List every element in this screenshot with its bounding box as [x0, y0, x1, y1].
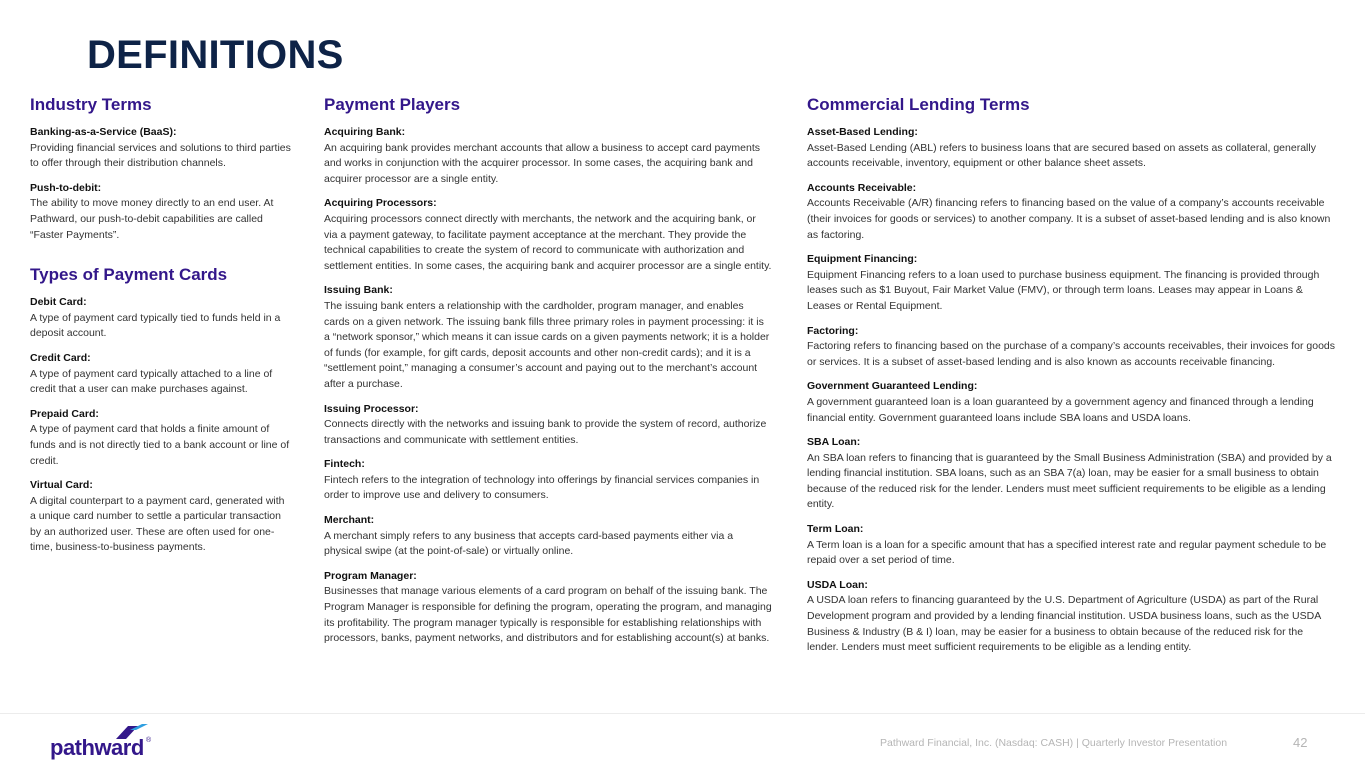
- term-definition: Accounts Receivable (A/R) financing refers to financing based on the value of a company’s accounts receivable (their invoices for goods or services) to another company. It is a subset of asset-based lending and is also known as factoring.: [807, 197, 1331, 241]
- term-name: Acquiring Processors:: [324, 197, 437, 210]
- footer-divider: [0, 713, 1365, 714]
- commercial-lending-heading: Commercial Lending Terms: [807, 95, 1030, 114]
- term-name: Issuing Processor:: [324, 402, 419, 415]
- term-definition: Providing financial services and solutions to third parties to offer through their distribution channels.: [30, 141, 291, 170]
- term-item: [324, 569, 772, 647]
- logo-registered-mark: ®: [146, 737, 152, 744]
- payment-cards-heading: Types of Payment Cards: [30, 265, 228, 285]
- term-name: Debit Card:: [30, 296, 87, 309]
- term-item: [807, 324, 1337, 371]
- column-right: [807, 95, 1337, 665]
- term-name: USDA Loan:: [807, 578, 868, 591]
- term-item: [807, 578, 1337, 656]
- term-definition: A type of payment card that holds a finite amount of funds and is not directly tied to a bank account or line of credit.: [30, 423, 290, 467]
- term-definition: Acquiring processors connect directly with merchants, the network and the acquiring bank, or via a payment gateway, to facilitate payment acceptance at the merchant. They provide the technical capabilities to create the system of record to communicate with authorization and settlement entities. In some cases, the acquiring bank and acquirer processor are a single entity.: [324, 212, 772, 272]
- payment-players-heading: Payment Players: [324, 95, 461, 114]
- term-item: [807, 435, 1337, 513]
- term-definition: A merchant simply refers to any business that accepts card-based payments either via a physical swipe (at the point-of-sale) or virtually online.: [324, 529, 734, 558]
- term-name: Banking-as-a-Service (BaaS):: [30, 126, 177, 138]
- term-item: [324, 513, 772, 560]
- term-item: [324, 457, 772, 504]
- term-item: [807, 125, 1337, 172]
- term-name: Credit Card:: [30, 351, 91, 364]
- page-number: 42: [1293, 735, 1308, 750]
- term-definition: Equipment Financing refers to a loan used to purchase business equipment. The financing is provided through leases such as $1 Buyout, Fair Market Value (FMV), or through term loans. Leases may appear in Loans & Leases or Rental Equipment.: [807, 268, 1320, 312]
- term-item: [807, 522, 1337, 569]
- term-item: [324, 125, 772, 187]
- term-definition: An SBA loan refers to financing that is guaranteed by the Small Business Administration (SBA) and provided by a lending financial institution. SBA loans, such as an SBA 7(a) loan, may be easier for a small business to obtain because of the reduced risk for the lender. Lenders must meet sufficient requirements to be eligible as a lending entity.: [807, 451, 1332, 511]
- term-name: Accounts Receivable:: [807, 181, 917, 194]
- term-item: [324, 283, 772, 392]
- term-item: [30, 295, 292, 342]
- page-title: DEFINITIONS: [87, 33, 344, 77]
- industry-terms-heading: Industry Terms: [30, 95, 152, 114]
- term-item: [807, 181, 1337, 243]
- term-definition: Businesses that manage various elements of a card program on behalf of the issuing bank. The Program Manager is responsible for defining the program, operating the program, and managing its profitability. The program manager typically is responsible for establishing relationships with processors, banks, payment networks, and distributors and for establishing account(s) at banks.: [324, 585, 772, 645]
- term-item: [30, 125, 292, 172]
- term-definition: A Term loan is a loan for a specific amount that has a specified interest rate and regular payment schedule to be repaid over a set period of time.: [807, 538, 1327, 567]
- column-left: [30, 95, 292, 565]
- column-middle: [324, 95, 772, 656]
- term-name: Merchant:: [324, 514, 375, 527]
- term-name: Issuing Bank:: [324, 284, 393, 297]
- term-item: [324, 196, 772, 274]
- term-name: Asset-Based Lending:: [807, 126, 918, 138]
- term-item: [807, 379, 1337, 426]
- term-definition: Fintech refers to the integration of technology into offerings by financial services companies in order to improve use and delivery to consumers.: [324, 473, 760, 502]
- term-definition: A government guaranteed loan is a loan guaranteed by a government agency and financed through a lending financial entity. Government guaranteed loans include SBA loans and USDA loans.: [807, 395, 1314, 424]
- footer-caption: Pathward Financial, Inc. (Nasdaq: CASH) | Quarterly Investor Presentation: [880, 737, 1228, 749]
- term-name: Factoring:: [807, 324, 859, 337]
- term-name: Term Loan:: [807, 523, 864, 536]
- term-definition: A type of payment card typically tied to funds held in a deposit account.: [30, 311, 281, 340]
- term-name: Push-to-debit:: [30, 181, 102, 194]
- term-name: Equipment Financing:: [807, 253, 918, 266]
- term-name: SBA Loan:: [807, 436, 861, 449]
- term-name: Fintech:: [324, 458, 365, 471]
- term-item: [807, 252, 1337, 314]
- term-definition: Connects directly with the networks and issuing bank to provide the system of record, authorize transactions and communicate with settlement entities.: [324, 418, 767, 446]
- term-name: Virtual Card:: [30, 479, 93, 492]
- term-definition: The ability to move money directly to an end user. At Pathward, our push-to-debit capabilities are called “Faster Payments”.: [30, 197, 274, 241]
- term-name: Prepaid Card:: [30, 407, 99, 420]
- term-definition: A type of payment card typically attached to a line of credit that a user can make purchases against.: [30, 367, 273, 396]
- term-item: [30, 351, 292, 398]
- pathward-logo: [50, 723, 160, 763]
- term-item: [30, 407, 292, 469]
- term-item: [30, 478, 292, 556]
- term-name: Program Manager:: [324, 569, 417, 582]
- term-definition: An acquiring bank provides merchant accounts that allow a business to accept card payments and works in conjunction with the acquirer processor. In some cases, the acquiring bank and acquirer processor are a single entity.: [324, 141, 760, 185]
- term-name: Acquiring Bank:: [324, 126, 406, 138]
- term-item: [324, 402, 772, 449]
- term-definition: A digital counterpart to a payment card, generated with a unique card number to settle a particular transaction by an authorized user. These are often used for one-time, business-to-business payments.: [30, 494, 285, 554]
- term-item: [30, 181, 292, 243]
- term-definition: Factoring refers to financing based on the purchase of a company’s accounts receivables, their invoices for goods or services. It is a subset of asset-based lending and is also known as accounts receivable financing.: [807, 340, 1336, 368]
- logo-wordmark: pathward: [50, 735, 144, 760]
- term-definition: The issuing bank enters a relationship with the cardholder, program manager, and enables cards on a given network. The issuing bank fills three primary roles in payment processing: it is a “network sponsor,” which means it can issue cards on a given payments network; it is a holder of funds (for example, for gift cards, deposit accounts and other non-credit cards); and it is a “settlement point,” managing a consumer’s account and paying out to the merchant’s account after a purchase.: [324, 299, 770, 390]
- term-definition: Asset-Based Lending (ABL) refers to business loans that are secured based on assets as collateral, generally accounts receivable, inventory, equipment or other balance sheet assets.: [807, 141, 1316, 170]
- term-definition: A USDA loan refers to financing guaranteed by the U.S. Department of Agriculture (USDA) as part of the Rural Development program and provided by a lending financial institution. USDA business loans, such as the USDA Business & Industry (B & I) loan, may be easier for a business to obtain because of the reduced risk for the lender. Lenders must meet sufficient requirements to be eligible as a lending entity.: [807, 594, 1321, 654]
- term-name: Government Guaranteed Lending:: [807, 380, 978, 393]
